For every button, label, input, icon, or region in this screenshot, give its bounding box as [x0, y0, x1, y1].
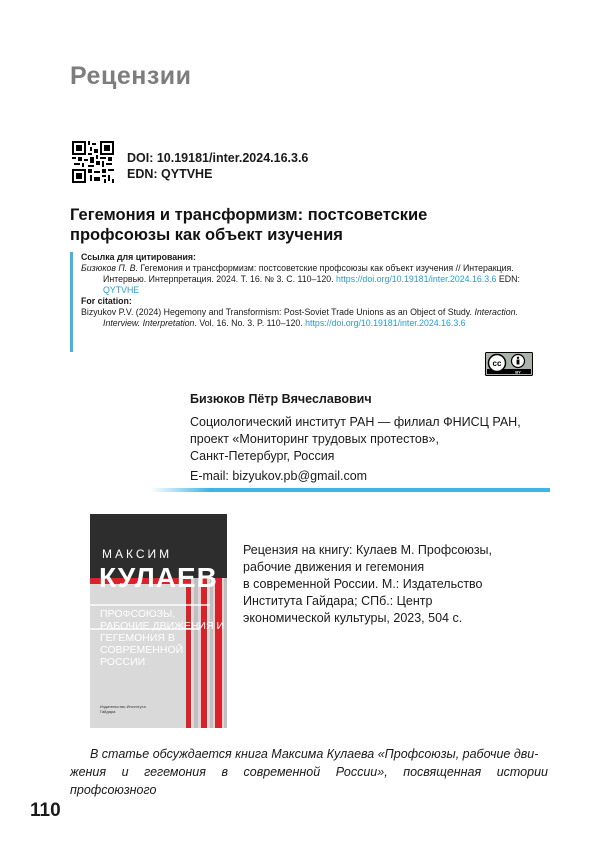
affiliation-line: проект «Мониторинг трудовых протестов», — [190, 432, 439, 446]
citation-ru-edn-link[interactable]: QYTVHE — [103, 285, 140, 295]
review-line: экономической культуры, 2023, 504 с. — [243, 611, 463, 625]
citation-en-doi-link[interactable]: https://doi.org/10.19181/inter.2024.16.3.6 — [305, 318, 466, 328]
citation-en-text-2: . Vol. 16. No. 3. P. 110–120. — [194, 318, 306, 328]
author-block — [190, 392, 560, 483]
review-line: Института Гайдара; СПб.: Центр — [243, 594, 433, 608]
review-line: Рецензия на книгу: Кулаев М. Профсоюзы, — [243, 543, 493, 557]
affiliation-line: Социологический институт РАН — филиал ФНИСЦ РАН, — [190, 415, 521, 429]
abstract — [70, 745, 548, 799]
citation-ru-author: Бизюков П. В. — [81, 263, 138, 273]
doi-label[interactable]: DOI: 10.19181/inter.2024.16.3.6 — [127, 151, 309, 165]
citation-ru-heading: Ссылка для цитирования: — [81, 252, 196, 262]
cover-publisher: Издательство Института Гайдара — [100, 704, 146, 714]
author-affiliation — [190, 414, 560, 465]
article-title — [70, 205, 490, 245]
citation-block — [70, 252, 540, 352]
review-line: рабочие движения и гегемония — [243, 560, 425, 574]
author-divider — [150, 488, 550, 492]
author-email[interactable]: E-mail: bizyukov.pb@gmail.com — [190, 469, 368, 483]
book-cover — [90, 514, 227, 728]
article-title-line: Гегемония и трансформизм: постсоветские — [70, 206, 428, 224]
article-identifiers — [127, 150, 308, 182]
citation-en-heading: For citation: — [81, 296, 132, 306]
cover-first-name: МАКСИМ — [102, 547, 173, 561]
qr-code-icon — [72, 141, 114, 183]
review-reference — [243, 542, 543, 627]
citation-en — [81, 307, 540, 329]
section-title: Рецензии — [70, 62, 192, 90]
author-name: Бизюков Пётр Вячеславович — [190, 392, 372, 406]
cover-title: ПРОФСОЮЗЫ, РАБОЧИЕ ДВИЖЕНИЯ И ГЕГЕМОНИЯ В СОВРЕМЕННОЙ РОССИИ — [100, 608, 225, 668]
citation-ru-doi-link[interactable]: https://doi.org/10.19181/inter.2024.16.3.6 — [336, 274, 497, 284]
svg-text:cc: cc — [492, 359, 502, 368]
citation-ru-text: Гегемония и трансформизм: постсоветские профсоюзы как объект изучения // Интеракция. Интервью. Интерпретация. 2024. Т. 16. № 3. С. 110–120. — [103, 263, 514, 284]
cover-last-name: КУЛАЕВ — [99, 562, 218, 593]
citation-en-text: Bizyukov P.V. (2024) Hegemony and Transformism: Post-Soviet Trade Unions as an Object of Study. — [81, 307, 475, 317]
review-line: в современной России. М.: Издательство — [243, 577, 483, 591]
citation-en-journal: Interaction. Interview. Interpretation — [103, 307, 518, 328]
citation-ru-edn-label: EDN: — [496, 274, 520, 284]
abstract-line: В статье обсуждается книга Максима Кулаева «Профсоюзы, рабочие дви- — [90, 747, 539, 761]
abstract-line: жения и гегемония в современной России», посвященная истории профсоюзного — [70, 765, 548, 797]
page-number: 110 — [30, 800, 61, 821]
license-badge-text: BY — [515, 369, 521, 375]
article-title-line: профсоюзы как объект изучения — [70, 226, 343, 244]
affiliation-line: Санкт-Петербург, Россия — [190, 449, 335, 463]
cc-by-license-icon[interactable] — [485, 352, 533, 376]
citation-ru — [81, 263, 540, 296]
edn-label: EDN: QYTVHE — [127, 167, 213, 181]
